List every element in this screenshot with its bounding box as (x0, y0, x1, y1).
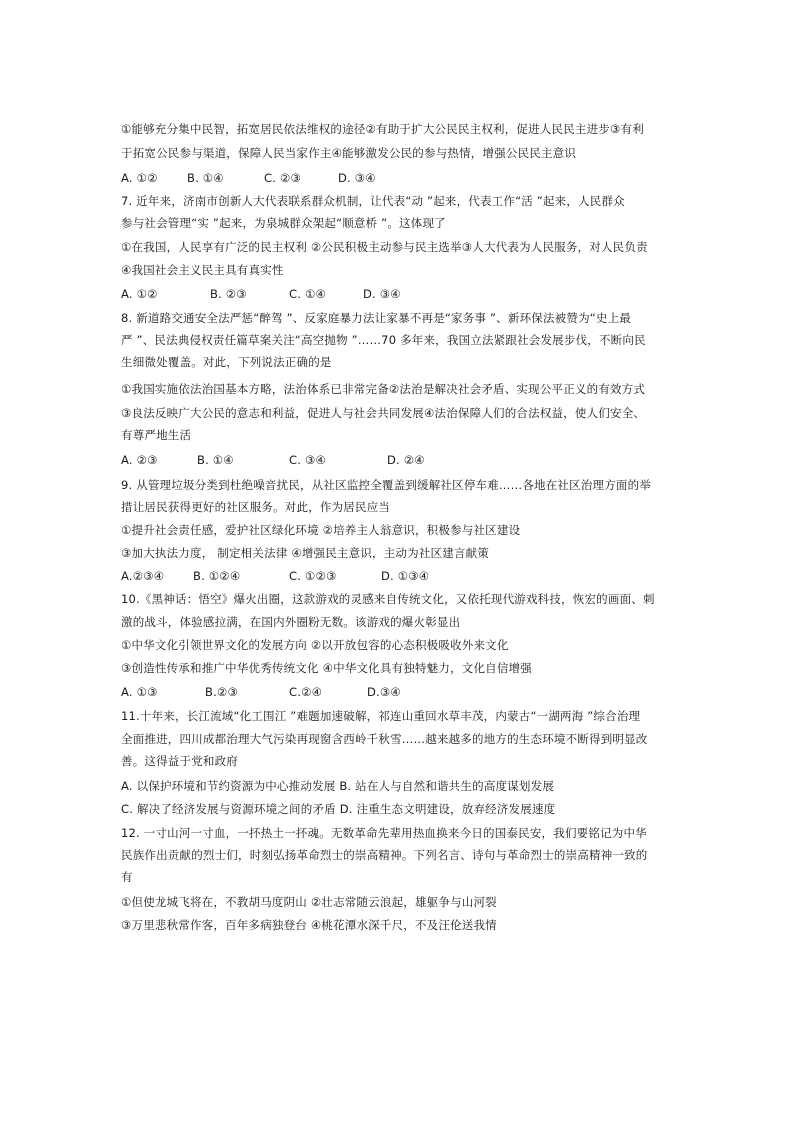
q9-stem-line-1: 9. 从管理垃圾分类到杜绝噪音扰民，从社区监控全覆盖到缓解社区停车难……各地在社区治理方面的举 (121, 478, 652, 492)
q10-option-d[interactable]: D.③④ (367, 685, 401, 699)
q9-stem-line-2: 措让居民获得更好的社区服务。对此，作为居民应当 (121, 500, 391, 514)
q11-stem-line-1: 11.十年来，长江流域“化工围江 ”难题加速破解，祁连山重回水草丰茂，内蒙古“一湖两海 ”综合治理 (121, 709, 641, 723)
q6-statement-line-1: ①能够充分集中民智，拓宽居民依法维权的途径②有助于扩大公民民主权利，促进人民民主进步③有利 (121, 122, 644, 136)
q10-statement-line-2: ③创造性传承和推广中华优秀传统文化 ④中华文化具有独特魅力，文化自信增强 (121, 661, 532, 675)
q10-stem-line-1: 10.《黑神话：悟空》爆火出圈，这款游戏的灵感来自传统文化，又依托现代游戏科技，恢宏的画面、刺 (121, 592, 655, 606)
q12-stem-line-1: 12. 一寸山河一寸血，一抔热土一抔魂。无数革命先辈用热血换来今日的国泰民安，我们要铭记为中华 (121, 826, 647, 840)
q10-option-c[interactable]: C.②④ (289, 685, 323, 699)
q8-option-d[interactable]: D. ②④ (387, 453, 425, 467)
q11-stem-line-2: 全面推进，四川成都治理大气污染再现窗含西岭千秋雪……越来越多的地方的生态环境不断得到明显改 (121, 732, 648, 746)
q7-statement-line-1: ①在我国，人民享有广泛的民主权利 ②公民积极主动参与民主选举③人大代表为人民服务，对人民负责 (121, 240, 648, 254)
q11-options-line-2[interactable]: C. 解决了经济发展与资源环境之间的矛盾 D. 注重生态文明建设，放弃经济发展速度 (121, 802, 556, 816)
q7-option-b[interactable]: B. ②③ (210, 287, 247, 301)
q6-statement-line-2: 于拓宽公民参与渠道，保障人民当家作主④能够激发公民的参与热情，增强公民民主意识 (121, 146, 577, 160)
q8-option-a[interactable]: A. ②③ (121, 453, 158, 467)
q8-option-b[interactable]: B. ①④ (197, 453, 234, 467)
q9-option-b[interactable]: B. ①②④ (193, 569, 241, 583)
q10-stem-line-2: 激的战斗，体验感拉满，在国内外圈粉无数。该游戏的爆火彰显出 (121, 615, 461, 629)
q9-statement-line-1: ①提升社会责任感，爱护社区绿化环境 ②培养主人翁意识，积极参与社区建设 (121, 523, 521, 537)
q7-stem-line-1: 7. 近年来，济南市创新人大代表联系群众机制，让代表“动 ”起来，代表工作“活 ”起来，人民群众 (121, 194, 625, 208)
q8-stem-line-1: 8. 新道路交通安全法严惩“醉驾 ”、反家庭暴力法让家暴不再是“家务事 ”、新环保法被赞为“史上最 (121, 311, 632, 325)
q10-option-b[interactable]: B.②③ (205, 685, 238, 699)
q12-stem-line-2: 民族作出贡献的烈士们，时刻弘扬革命烈士的崇高精神。下列名言、诗句与革命烈士的崇高精神一致的 (121, 848, 648, 862)
q10-statement-line-1: ①中华文化引领世界文化的发展方向 ②以开放包容的心态积极吸收外来文化 (121, 638, 509, 652)
q11-stem-line-3: 善。这得益于党和政府 (121, 754, 238, 768)
q8-statement-line-3: 有尊严地生活 (121, 428, 192, 442)
q6-option-c[interactable]: C. ②③ (264, 171, 301, 185)
q10-option-a[interactable]: A. ①③ (121, 685, 158, 699)
q8-statement-line-2: ③良法反映广大公民的意志和利益，促进人与社会共同发展④法治保障人们的合法权益，使人们安全、 (121, 406, 646, 420)
q9-option-d[interactable]: D. ①③④ (381, 569, 430, 583)
q11-options-line-1[interactable]: A. 以保护环境和节约资源为中心推动发展 B. 站在人与自然和谐共生的高度谋划发展 (121, 779, 555, 793)
q7-option-c[interactable]: C. ①④ (289, 287, 326, 301)
q7-stem-line-2: 参与社会管理“实 ”起来，为泉城群众架起“顺意桥 ”。这体现了 (121, 216, 446, 230)
q9-option-a[interactable]: A.②③④ (121, 569, 165, 583)
q12-statement-line-1: ①但使龙城飞将在，不教胡马度阴山 ②壮志常随云浪起，雄躯争与山河裂 (121, 895, 497, 909)
q8-option-c[interactable]: C. ③④ (289, 453, 326, 467)
q6-option-d[interactable]: D. ③④ (338, 171, 376, 185)
q12-stem-line-3: 有 (121, 870, 133, 884)
q9-option-c[interactable]: C. ①②③ (289, 569, 337, 583)
q7-statement-line-2: ④我国社会主义民主具有真实性 (121, 263, 284, 277)
q8-statement-line-1: ①我国实施依法治国基本方略，法治体系已非常完备②法治是解决社会矛盾、实现公平正义的有效方式 (121, 382, 646, 396)
q8-stem-line-3: 生细微处覆盖。对此，下列说法正确的是 (121, 355, 332, 369)
q7-option-a[interactable]: A. ①② (121, 287, 158, 301)
q7-option-d[interactable]: D. ③④ (363, 287, 401, 301)
q12-statement-line-2: ③万里悲秋常作客，百年多病独登台 ④桃花潭水深千尺，不及汪伦送我情 (121, 918, 497, 932)
q6-option-b[interactable]: B. ①④ (187, 171, 224, 185)
q9-statement-line-2: ③加大执法力度， 制定相关法律 ④增强民主意识，主动为社区建言献策 (121, 546, 490, 560)
q8-stem-line-2: 严 ”、民法典侵权责任篇草案关注“高空抛物 ”……70 多年来，我国立法紧跟社会发展步伐，不断向民 (121, 333, 646, 347)
q6-option-a[interactable]: A. ①② (121, 171, 158, 185)
